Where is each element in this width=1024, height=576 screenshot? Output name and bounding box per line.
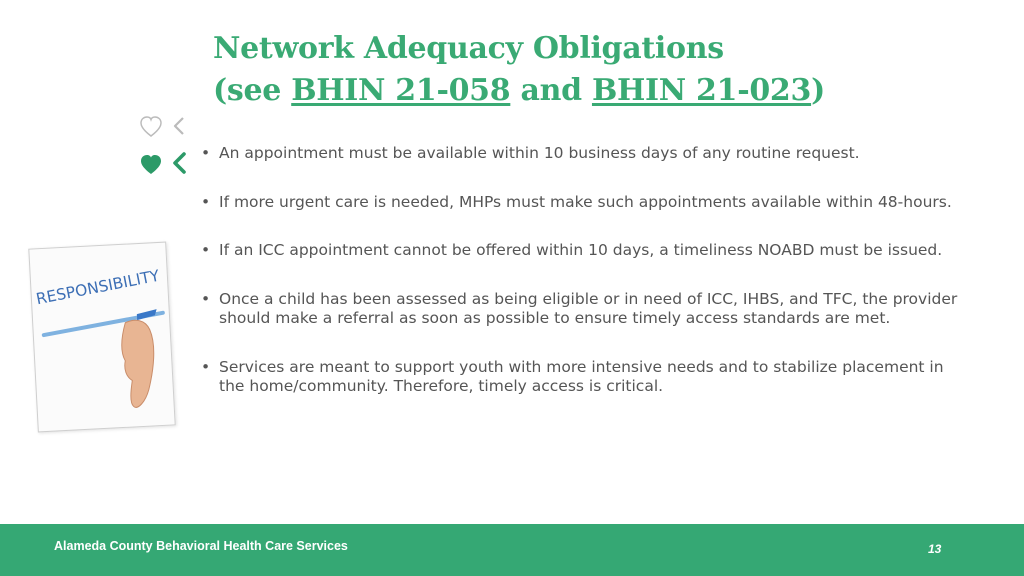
bullet-text: If an ICC appointment cannot be offered within 10 days, a timeliness NOABD must be issued. <box>219 241 943 259</box>
decorative-icons <box>139 114 191 180</box>
bullet-text: If more urgent care is needed, MHPs must make such appointments available within 48-hours. <box>219 192 952 211</box>
responsibility-image <box>28 242 175 433</box>
bullet-text: An appointment must be available within 10 business days of any routine request. <box>219 144 860 162</box>
bhin-21-058-link[interactable]: BHIN 21-058 <box>291 73 511 108</box>
heart-icon <box>141 155 161 174</box>
bullet-item: • An appointment must be available within 10 business days of any routine request. <box>201 144 860 162</box>
title-line-1: Network Adequacy Obligations <box>213 31 724 66</box>
marker-shape <box>137 309 157 320</box>
page-number: 13 <box>928 542 942 556</box>
bhin-21-023-link[interactable]: BHIN 21-023 <box>591 73 812 108</box>
chevron-left-icon <box>175 154 184 172</box>
bullet-item: • Services are meant to support youth with more intensive needs and to stabilize placement in the home/community. Therefore, timely access is critical. <box>201 357 944 395</box>
bullet-list <box>201 144 961 397</box>
chevron-left-outline-icon <box>175 118 183 134</box>
bullet-item: • If an ICC appointment cannot be offered within 10 days, a timeliness NOABD must be issued. <box>201 241 943 259</box>
responsibility-word: RESPONSIBILITY <box>34 266 161 309</box>
bullet-text: Services are meant to support youth with more intensive needs and to stabilize placement in the home/community. Therefore, timely access is critical. <box>219 357 944 395</box>
footer-bar <box>0 524 1024 576</box>
title-prefix: (see <box>213 73 292 108</box>
title-suffix: ) <box>811 73 825 108</box>
footer-organization: Alameda County Behavioral Health Care Services <box>54 539 348 553</box>
bullet-item: • If more urgent care is needed, MHPs must make such appointments available within 48-hours. <box>201 192 952 211</box>
bullet-item: • Once a child has been assessed as being eligible or in need of ICC, IHBS, and TFC, the provider should make a referral as soon as possible to ensure timely access standards are met. <box>201 289 958 327</box>
bullet-text: Once a child has been assessed as being eligible or in need of ICC, IHBS, and TFC, the provider should make a referral as soon as possible to ensure timely access standards are met. <box>219 289 958 327</box>
slide-title <box>213 28 993 112</box>
heart-outline-icon <box>141 117 161 136</box>
hand-shape <box>120 319 156 408</box>
title-mid: and <box>510 73 592 108</box>
title-line-2 <box>213 70 993 112</box>
